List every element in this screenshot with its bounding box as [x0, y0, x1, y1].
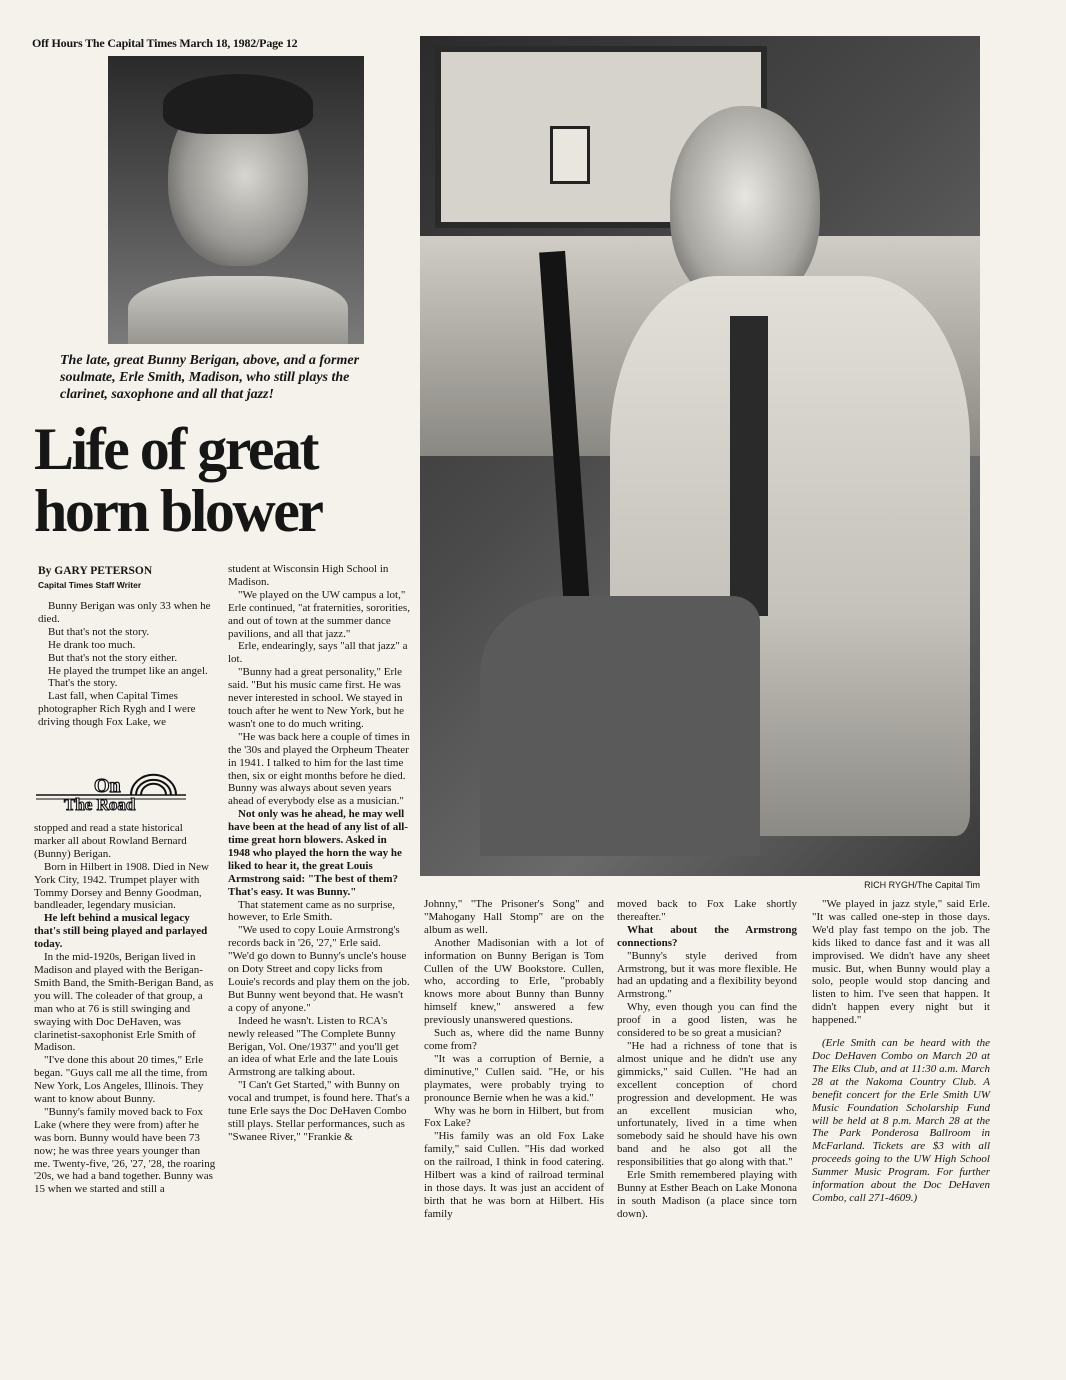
paragraph: "Bunny's family moved back to Fox Lake (where they were from) after he was born. Bunny would have been 73 now; he was three years younger than me. Twenty-five, '26, '27, '28, the roaring '20s, we had a band together. Bunny was 15 when we started and still a: [34, 1105, 216, 1196]
photo-credit: RICH RYGH/The Capital Tim: [864, 880, 980, 890]
column-4: [617, 898, 797, 1221]
column-5: [812, 898, 990, 1205]
column-3: [424, 898, 604, 1221]
paragraph: That's the story.: [48, 677, 118, 690]
paragraph: "He had a richness of tone that is almost unique and he didn't use any gimmicks," said Cullen. "He had an excellent conception of chord progression and development. He was an excellent musician who, unfortunately, lived in a time when somebody said he should have his own band and he also got all the responsibilities that go along with that.": [617, 1039, 797, 1169]
paragraph: He left behind a musical legacy that's still being played and parlayed today.: [34, 912, 208, 951]
column-2: [228, 563, 410, 1144]
paragraph: But that's not the story either.: [48, 651, 178, 664]
paragraph: Another Madisonian with a lot of information on Bunny Berigan is Tom Cullen of the UW Bookstore. Cullen, who, according to Erle, "probably knows more about Bunny than Bunny himself knew," answered a few previously unanswered questions.: [424, 936, 604, 1027]
paragraph: moved back to Fox Lake shortly thereafter.": [617, 898, 797, 923]
erle-smith-photo: [420, 36, 980, 876]
on-the-road-logo: [36, 773, 186, 813]
logo-top-text: On: [94, 775, 121, 797]
paragraph: "It was a corruption of Bernie, a diminutive," Cullen said. "He, or his playmates, were probably trying to pronounce Bernie when he was a kid.": [424, 1052, 604, 1104]
page-header: Off Hours The Capital Times March 18, 1982/Page 12: [32, 36, 298, 50]
photo-caption: The late, great Bunny Berigan, above, and a former soulmate, Erle Smith, Madison, who still plays the clarinet, saxophone and all that jazz!: [60, 353, 360, 402]
paragraph: "He was back here a couple of times in the '30s and played the Orpheum Theater in 1941. I talked to him for the last time then, six or eight months before he died. Bunny was always about seven years ahead of everybody else as a musician.": [228, 730, 410, 808]
portrait-photo: [108, 56, 364, 344]
paragraph: Not only was he ahead, he may well have been at the head of any list of all-time great horn blowers. Asked in 1948 who played the horn the way he liked to hear it, the great Louis Armstrong said: "The best of them? That's easy. It was Bunny.": [228, 808, 408, 898]
paragraph: He played the trumpet like an angel.: [48, 664, 208, 677]
paragraph: Such as, where did the name Bunny come from?: [424, 1027, 604, 1052]
paragraph: Last fall, when Capital Times photographer Rich Rygh and I were driving though Fox Lake, we: [38, 690, 196, 729]
paragraph: Why was he born in Hilbert, but from Fox Lake?: [424, 1104, 604, 1130]
logo-bottom-text: The Road: [64, 795, 136, 813]
headline-line-1: Life of great: [34, 416, 317, 482]
paragraph: Johnny," "The Prisoner's Song" and "Mahogany Hall Stomp" are on the album as well.: [424, 898, 604, 936]
paragraph: Erle, endearingly, says "all that jazz" a lot.: [228, 640, 408, 666]
column-1-bottom: [34, 822, 216, 1196]
paragraph: He drank too much.: [48, 638, 136, 651]
paragraph: Erle Smith remembered playing with Bunny at Esther Beach on Lake Monona in south Madison (a place since torn down).: [617, 1169, 797, 1220]
column-1-top: [38, 600, 216, 729]
paragraph: What about the Armstrong connections?: [617, 923, 797, 949]
paragraph: "His family was an old Fox Lake family," said Cullen. "His dad worked on the railroad, I think in food catering. Hilbert was a kind of railroad terminal in those days. It was just an accident of birth that he was born at Hilbert. His family: [424, 1130, 604, 1220]
paragraph: Indeed he wasn't. Listen to RCA's newly released "The Complete Bunny Berigan, Vol. One/1937" and you'll get an idea of what Erle and the late Louis Armstrong are talking about.: [228, 1014, 399, 1079]
paragraph: Why, even though you can find the proof in a good listen, was he considered to be so great a musician?: [617, 1001, 797, 1040]
paragraph: (Erle Smith can be heard with the Doc DeHaven Combo on March 20 at The Elks Club, and at 11:30 a.m. March 28 at the Nakoma Country Club. A benefit concert for the Erle Smith UW Music Foundation Scholarship Fund will be held at 8 p.m. March 28 at the The Park Ponderosa Ballroom in McFarland. Tickets are $3 with all proceeds going to the UW High School Summer Music Program. For further information about the Doc DeHaven Combo, call 271-4609.): [812, 1037, 990, 1204]
paragraph: "We used to copy Louie Armstrong's records back in '26, '27," Erle said. "We'd go down to Bunny's uncle's house on Doty Street and copy licks from Louie's records and play them on the job. But Bunny went beyond that. He wasn't a copy of anyone.": [228, 924, 410, 1014]
paragraph: "Bunny had a great personality," Erle said. "But his music came first. He was never interested in school. We stayed in touch after he went to New York, but he wasn't one to do much writing.: [228, 666, 404, 730]
byline: By GARY PETERSON: [38, 565, 153, 577]
paragraph: In the mid-1920s, Berigan lived in Madison and played with the Berigan-Smith Band, the Smith-Berigan Band, as you will. The coleader of that group, a man who at 76 is still swinging and swaying with Doc DeHaven, was clarinetist-saxophonist Erle Smith of Madison.: [34, 951, 214, 1054]
paragraph: "We played in jazz style," said Erle. "It was called one-step in those days. We'd play fast tempo on the job. The kids liked to dance fast and it was all improvised. We didn't have any sheet music. But, when Bunny would play a solo, people would stop dancing and listen to him. I've seen that happen. It didn't happen every night but it happened.": [812, 898, 990, 1027]
paragraph: But that's not the story.: [48, 625, 150, 638]
paragraph: "Bunny's style derived from Armstrong, but it was more flexible. He had an updating and a flexibility beyond Armstrong.": [617, 949, 797, 1001]
paragraph: stopped and read a state historical marker all about Rowland Bernard (Bunny) Berigan.: [34, 822, 187, 860]
headline: [34, 418, 414, 542]
paragraph: That statement came as no surprise, however, to Erle Smith.: [228, 898, 396, 924]
paragraph: "I've done this about 20 times," Erle began. "Guys call me all the time, from New York, Los Angeles, Illinois. They want to know about Bunny.: [34, 1054, 208, 1106]
paragraph: Bunny Berigan was only 33 when he died.: [38, 600, 211, 625]
staff-title: Capital Times Staff Writer: [38, 580, 142, 590]
headline-line-2: horn blower: [34, 478, 322, 544]
paragraph: "We played on the UW campus a lot," Erle continued, "at fraternities, sororities, and out of town at the summer dance pavilions, and all that jazz.": [228, 588, 410, 640]
paragraph: student at Wisconsin High School in Madison.: [228, 563, 389, 588]
paragraph: "I Can't Get Started," with Bunny on vocal and trumpet, is found here. That's a tune Erle says the Doc DeHaven Combo still plays. Stellar performances, such as "Swanee River," "Frankie &: [228, 1079, 410, 1143]
paragraph: Born in Hilbert in 1908. Died in New York City, 1942. Trumpet player with Tommy Dorsey and Benny Goodman, bandleader, legendary musician.: [34, 860, 209, 912]
